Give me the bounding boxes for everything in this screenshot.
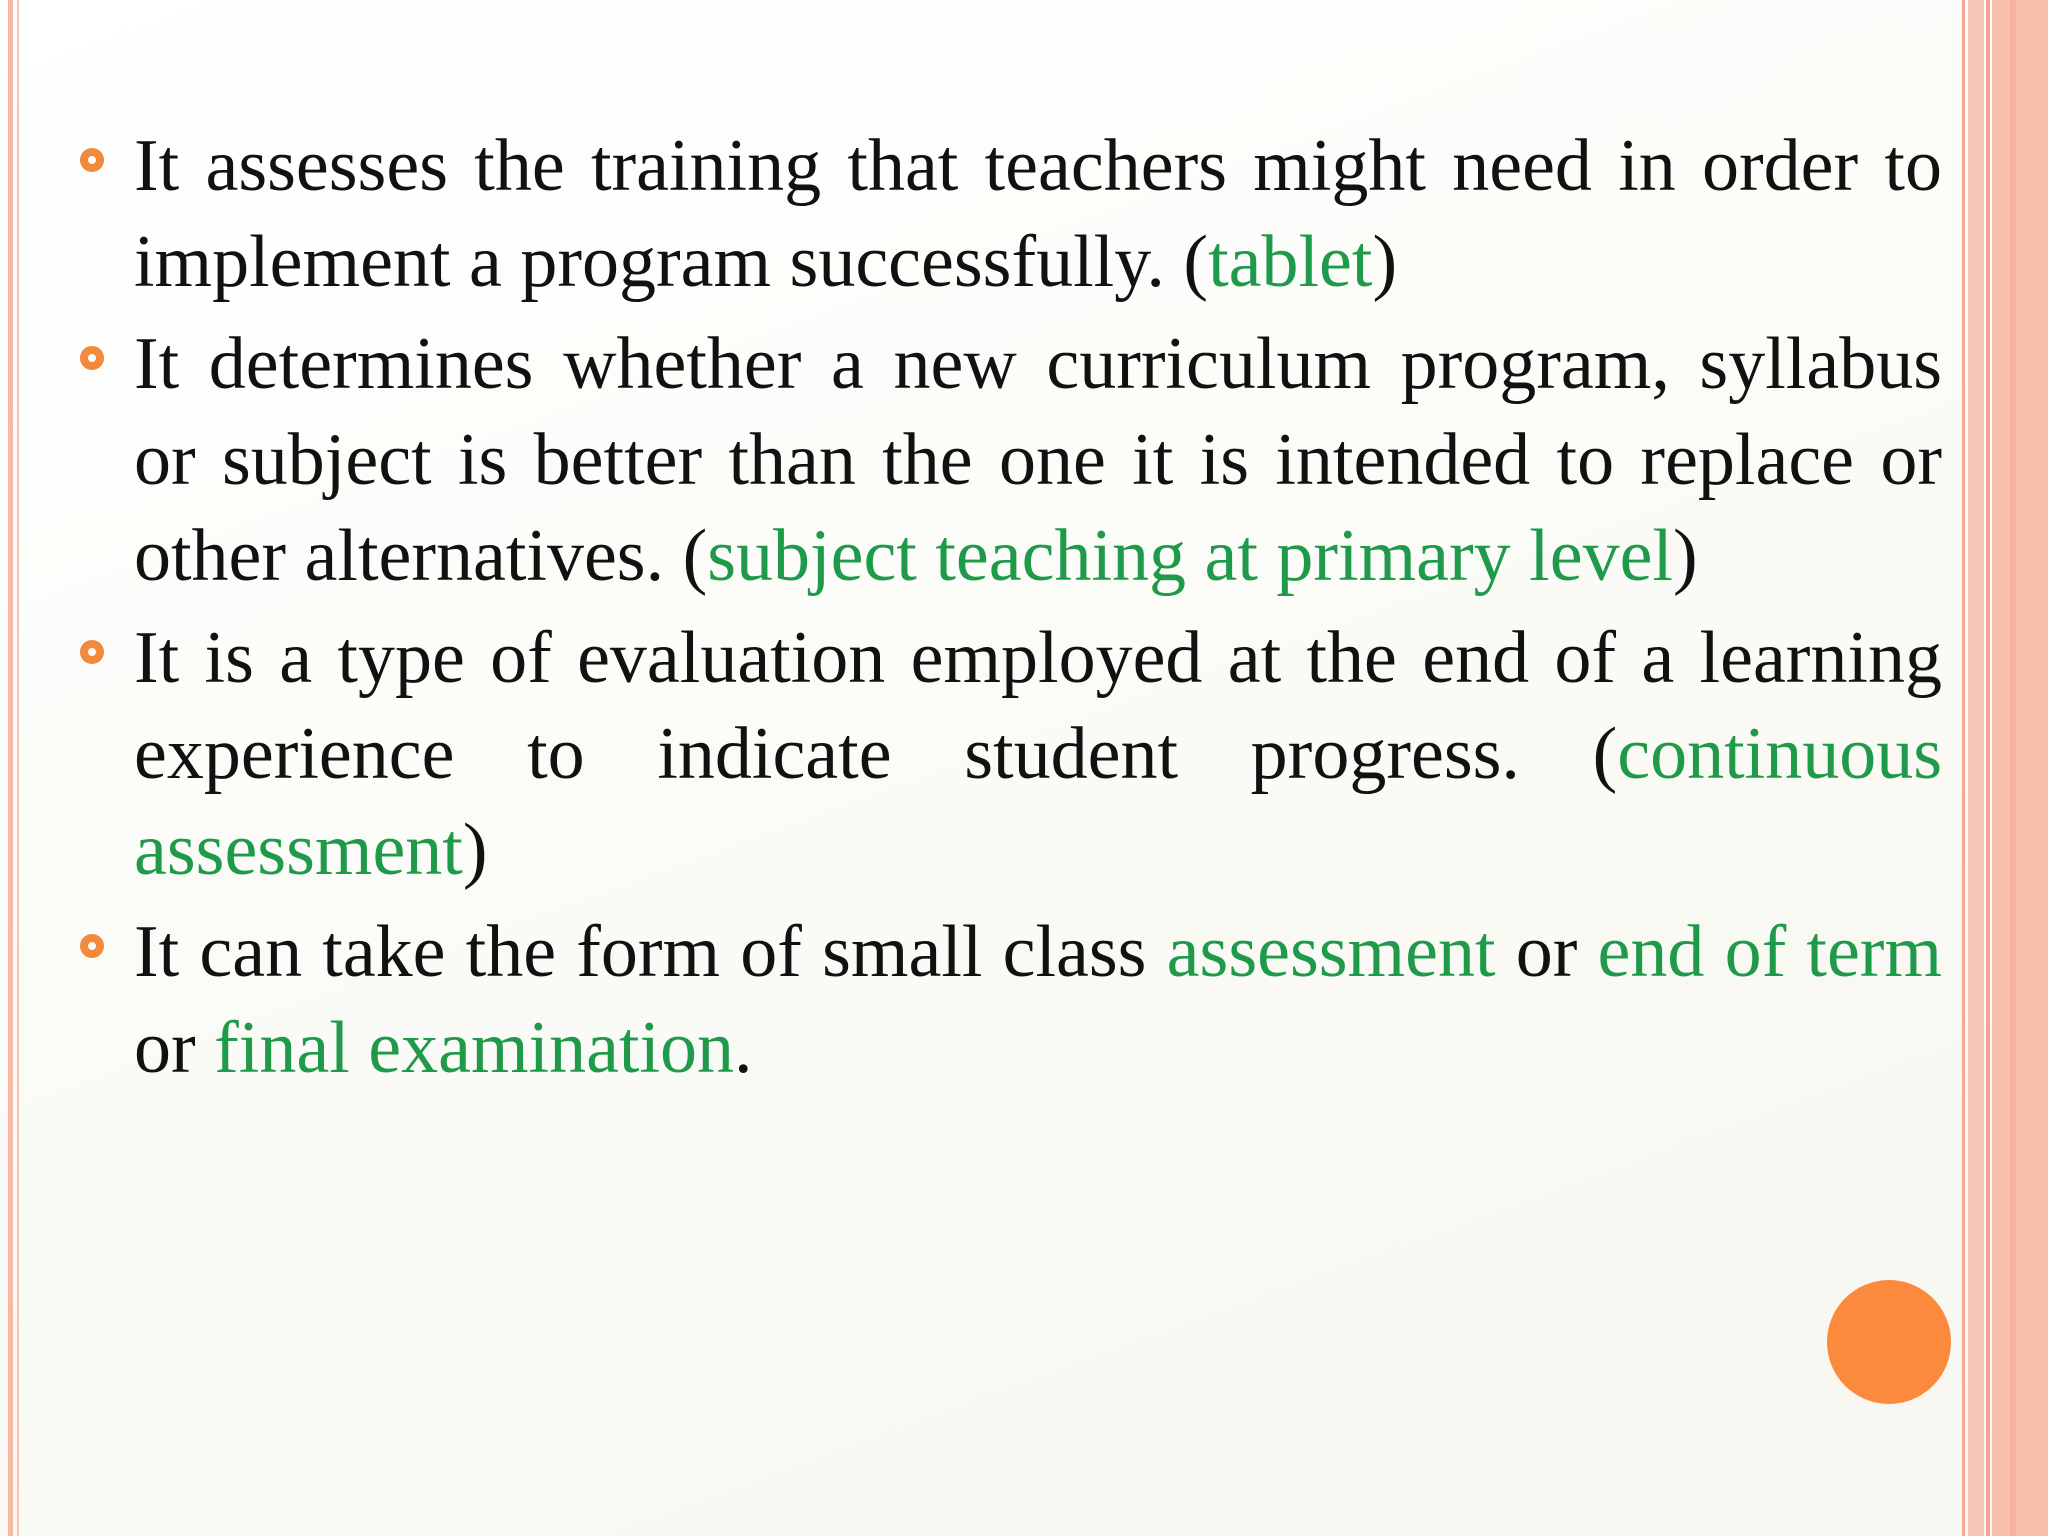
bullet-4-text-period: . xyxy=(734,1007,753,1089)
bullet-1-text-a: It assesses the training that teachers might need in order to implement a program successfully. ( xyxy=(134,125,1942,303)
bullet-2-highlight: subject teaching at primary level xyxy=(707,515,1673,597)
left-border-line-inner xyxy=(17,0,19,1536)
right-border-line xyxy=(1962,0,1965,1536)
bullet-item-2 xyxy=(80,316,1942,604)
orange-circle-decoration xyxy=(1827,1280,1951,1404)
bullet-4-text-or-2: or xyxy=(134,1007,215,1089)
bullet-3-highlight: continuous assessment xyxy=(134,713,1942,891)
left-border-line xyxy=(8,0,13,1536)
bullet-4-highlight-end-of-term: end of term xyxy=(1597,911,1943,993)
right-border-band-outer xyxy=(1992,0,2048,1536)
ring-bullet-icon xyxy=(80,934,104,958)
ring-bullet-icon xyxy=(80,148,104,172)
bullet-item-4 xyxy=(80,904,1942,1096)
bullet-list xyxy=(80,118,1942,1102)
bullet-4-highlight-final-exam: final examination xyxy=(214,1007,735,1089)
bullet-2-text-a: It determines whether a new curriculum program, syllabus or subject is better than the one it is intended to replace or other alternatives. ( xyxy=(134,323,1942,597)
right-border-band xyxy=(1968,0,1984,1536)
bullet-4-highlight-assessment: assessment xyxy=(1166,911,1496,993)
bullet-3-text-a: It is a type of evaluation employed at the end of a learning experience to indicate student progress. ( xyxy=(134,617,1942,795)
bullet-1-text-b: ) xyxy=(1372,221,1398,303)
bullet-item-1 xyxy=(80,118,1942,310)
ring-bullet-icon xyxy=(80,346,104,370)
bullet-2-text-b: ) xyxy=(1672,515,1698,597)
bullet-4-text-or-1: or xyxy=(1495,911,1598,993)
bullet-item-3 xyxy=(80,610,1942,898)
right-border-line-3 xyxy=(2010,0,2016,1536)
bullet-4-text-a: It can take the form of small class xyxy=(134,911,1167,993)
ring-bullet-icon xyxy=(80,640,104,664)
bullet-3-text-b: ) xyxy=(462,809,488,891)
bullet-1-highlight: tablet xyxy=(1208,221,1373,303)
right-border-line-2 xyxy=(1986,0,1990,1536)
